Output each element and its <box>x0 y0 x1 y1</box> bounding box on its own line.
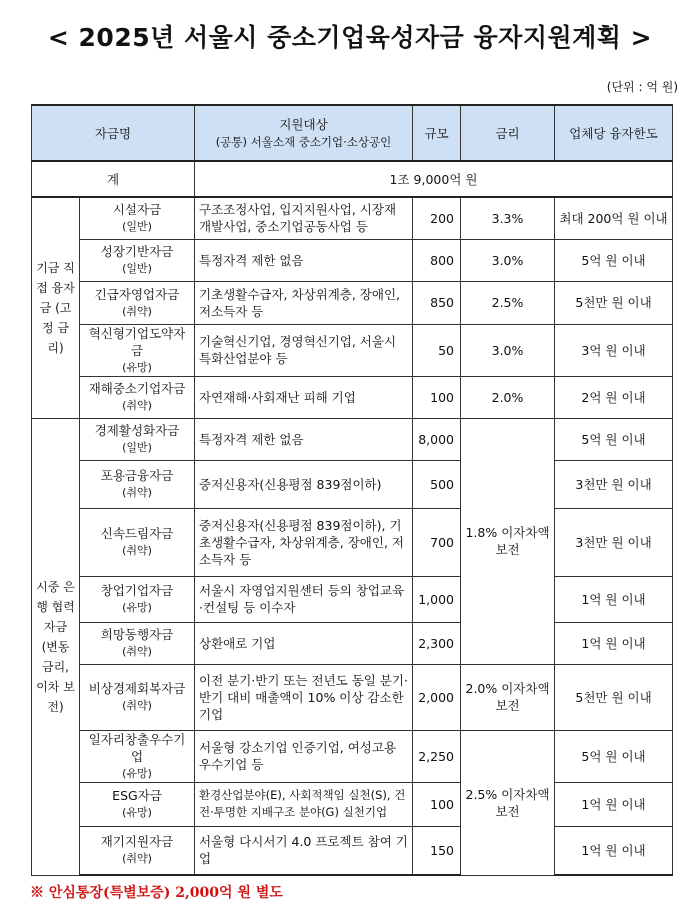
fund-rate: 3.3% <box>461 197 555 239</box>
fund-scale: 500 <box>413 460 461 508</box>
table-row <box>32 576 673 622</box>
fund-name: 신속드림자금 (취약) <box>80 508 195 576</box>
fund-scale: 50 <box>413 324 461 376</box>
fund-rate: 3.0% <box>461 239 555 281</box>
table-row <box>32 197 673 239</box>
table-row <box>32 664 673 730</box>
fund-limit: 최대 200억 원 이내 <box>555 197 673 239</box>
fund-target: 구조조정사업, 입지지원사업, 시장재개발사업, 중소기업공동사업 등 <box>195 197 413 239</box>
fund-scale: 100 <box>413 376 461 418</box>
fund-target: 중저신용자(신용평점 839점이하), 기초생활수급자, 차상위계층, 장애인, 저소득자 등 <box>195 508 413 576</box>
fund-limit: 1억 원 이내 <box>555 826 673 875</box>
fund-limit: 1억 원 이내 <box>555 782 673 826</box>
fund-scale: 2,300 <box>413 622 461 664</box>
table-row <box>32 376 673 418</box>
table-row <box>32 418 673 460</box>
fund-target: 특정자격 제한 없음 <box>195 239 413 281</box>
table-row <box>32 239 673 281</box>
fund-limit: 1억 원 이내 <box>555 622 673 664</box>
header-fund: 자금명 <box>32 105 195 161</box>
fund-rate: 2.0% <box>461 376 555 418</box>
table-row <box>32 460 673 508</box>
total-value: 1조 9,000억 원 <box>195 161 673 197</box>
table-row <box>32 281 673 324</box>
fund-name: 재기지원자금 (취약) <box>80 826 195 875</box>
fund-scale: 150 <box>413 826 461 875</box>
group-bank: 시중 은행 협력 자금 (변동 금리, 이차 보전) <box>32 418 80 875</box>
fund-limit: 5천만 원 이내 <box>555 664 673 730</box>
fund-target: 서울형 강소기업 인증기업, 여성고용 우수기업 등 <box>195 730 413 782</box>
fund-limit: 3천만 원 이내 <box>555 460 673 508</box>
fund-scale: 2,250 <box>413 730 461 782</box>
fund-target: 자연재해·사회재난 피해 기업 <box>195 376 413 418</box>
fund-scale: 850 <box>413 281 461 324</box>
fund-scale: 200 <box>413 197 461 239</box>
table-row <box>32 324 673 376</box>
fund-name: 재해중소기업자금 (취약) <box>80 376 195 418</box>
fund-target: 기초생활수급자, 차상위계층, 장애인, 저소득자 등 <box>195 281 413 324</box>
fund-limit: 5억 원 이내 <box>555 418 673 460</box>
fund-rate-merged: 1.8% 이자차액보전 <box>461 418 555 664</box>
fund-rate: 2.5% <box>461 281 555 324</box>
fund-scale: 1,000 <box>413 576 461 622</box>
fund-name: 포용금융자금 (취약) <box>80 460 195 508</box>
fund-target: 특정자격 제한 없음 <box>195 418 413 460</box>
fund-rate-merged: 2.5% 이자차액보전 <box>461 730 555 875</box>
fund-target: 서울시 자영업지원센터 등의 창업교육·컨설팅 등 이수자 <box>195 576 413 622</box>
fund-rate: 3.0% <box>461 324 555 376</box>
fund-scale: 2,000 <box>413 664 461 730</box>
fund-name: ESG자금 (유망) <box>80 782 195 826</box>
group-direct: 기금 직접 융자금 (고정 금리) <box>32 197 80 418</box>
fund-table <box>31 104 673 876</box>
fund-name: 경제활성화자금 (일반) <box>80 418 195 460</box>
fund-name: 긴급자영업자금 (취약) <box>80 281 195 324</box>
fund-limit: 3억 원 이내 <box>555 324 673 376</box>
fund-name: 희망동행자금 (취약) <box>80 622 195 664</box>
fund-target: 이전 분기·반기 또는 전년도 동일 분기·반기 대비 매출액이 10% 이상 감소한 기업 <box>195 664 413 730</box>
footnote: ※ 안심통장(특별보증) 2,000억 원 별도 <box>30 885 283 901</box>
fund-name: 혁신형기업도약자금 (유망) <box>80 324 195 376</box>
fund-name: 비상경제회복자금 (취약) <box>80 664 195 730</box>
table-row <box>32 730 673 782</box>
fund-limit: 1억 원 이내 <box>555 576 673 622</box>
fund-scale: 800 <box>413 239 461 281</box>
fund-limit: 2억 원 이내 <box>555 376 673 418</box>
table-row <box>32 826 673 875</box>
fund-target: 기술혁신기업, 경영혁신기업, 서울시특화산업분야 등 <box>195 324 413 376</box>
unit-label: (단위 : 억 원) <box>606 80 678 94</box>
header-limit: 업체당 융자한도 <box>555 105 673 161</box>
total-label: 계 <box>32 161 195 197</box>
header-scale: 규모 <box>413 105 461 161</box>
fund-scale: 8,000 <box>413 418 461 460</box>
table-row <box>32 782 673 826</box>
header-target-title: 지원대상 <box>279 116 328 132</box>
fund-rate: 2.0% 이자차액보전 <box>461 664 555 730</box>
fund-limit: 3천만 원 이내 <box>555 508 673 576</box>
fund-scale: 100 <box>413 782 461 826</box>
fund-target: 환경산업분야(E), 사회적책임 실천(S), 건전·투명한 지배구조 분야(G) 실천기업 <box>195 782 413 826</box>
fund-limit: 5억 원 이내 <box>555 239 673 281</box>
page-title: < 2025년 서울시 중소기업육성자금 융자지원계획 > <box>47 23 653 52</box>
fund-name: 창업기업자금 (유망) <box>80 576 195 622</box>
header-target <box>195 105 413 161</box>
fund-target: 상환애로 기업 <box>195 622 413 664</box>
fund-name: 시설자금 (일반) <box>80 197 195 239</box>
fund-scale: 700 <box>413 508 461 576</box>
fund-target: 중저신용자(신용평점 839점이하) <box>195 460 413 508</box>
fund-limit: 5억 원 이내 <box>555 730 673 782</box>
table-row <box>32 508 673 576</box>
fund-name: 일자리창출우수기업 (유망) <box>80 730 195 782</box>
fund-name: 성장기반자금 (일반) <box>80 239 195 281</box>
header-rate: 금리 <box>461 105 555 161</box>
fund-target: 서울형 다시서기 4.0 프로젝트 참여 기업 <box>195 826 413 875</box>
fund-limit: 5천만 원 이내 <box>555 281 673 324</box>
header-target-sub: (공통) 서울소재 중소기업·소상공인 <box>215 134 392 149</box>
table-row <box>32 622 673 664</box>
